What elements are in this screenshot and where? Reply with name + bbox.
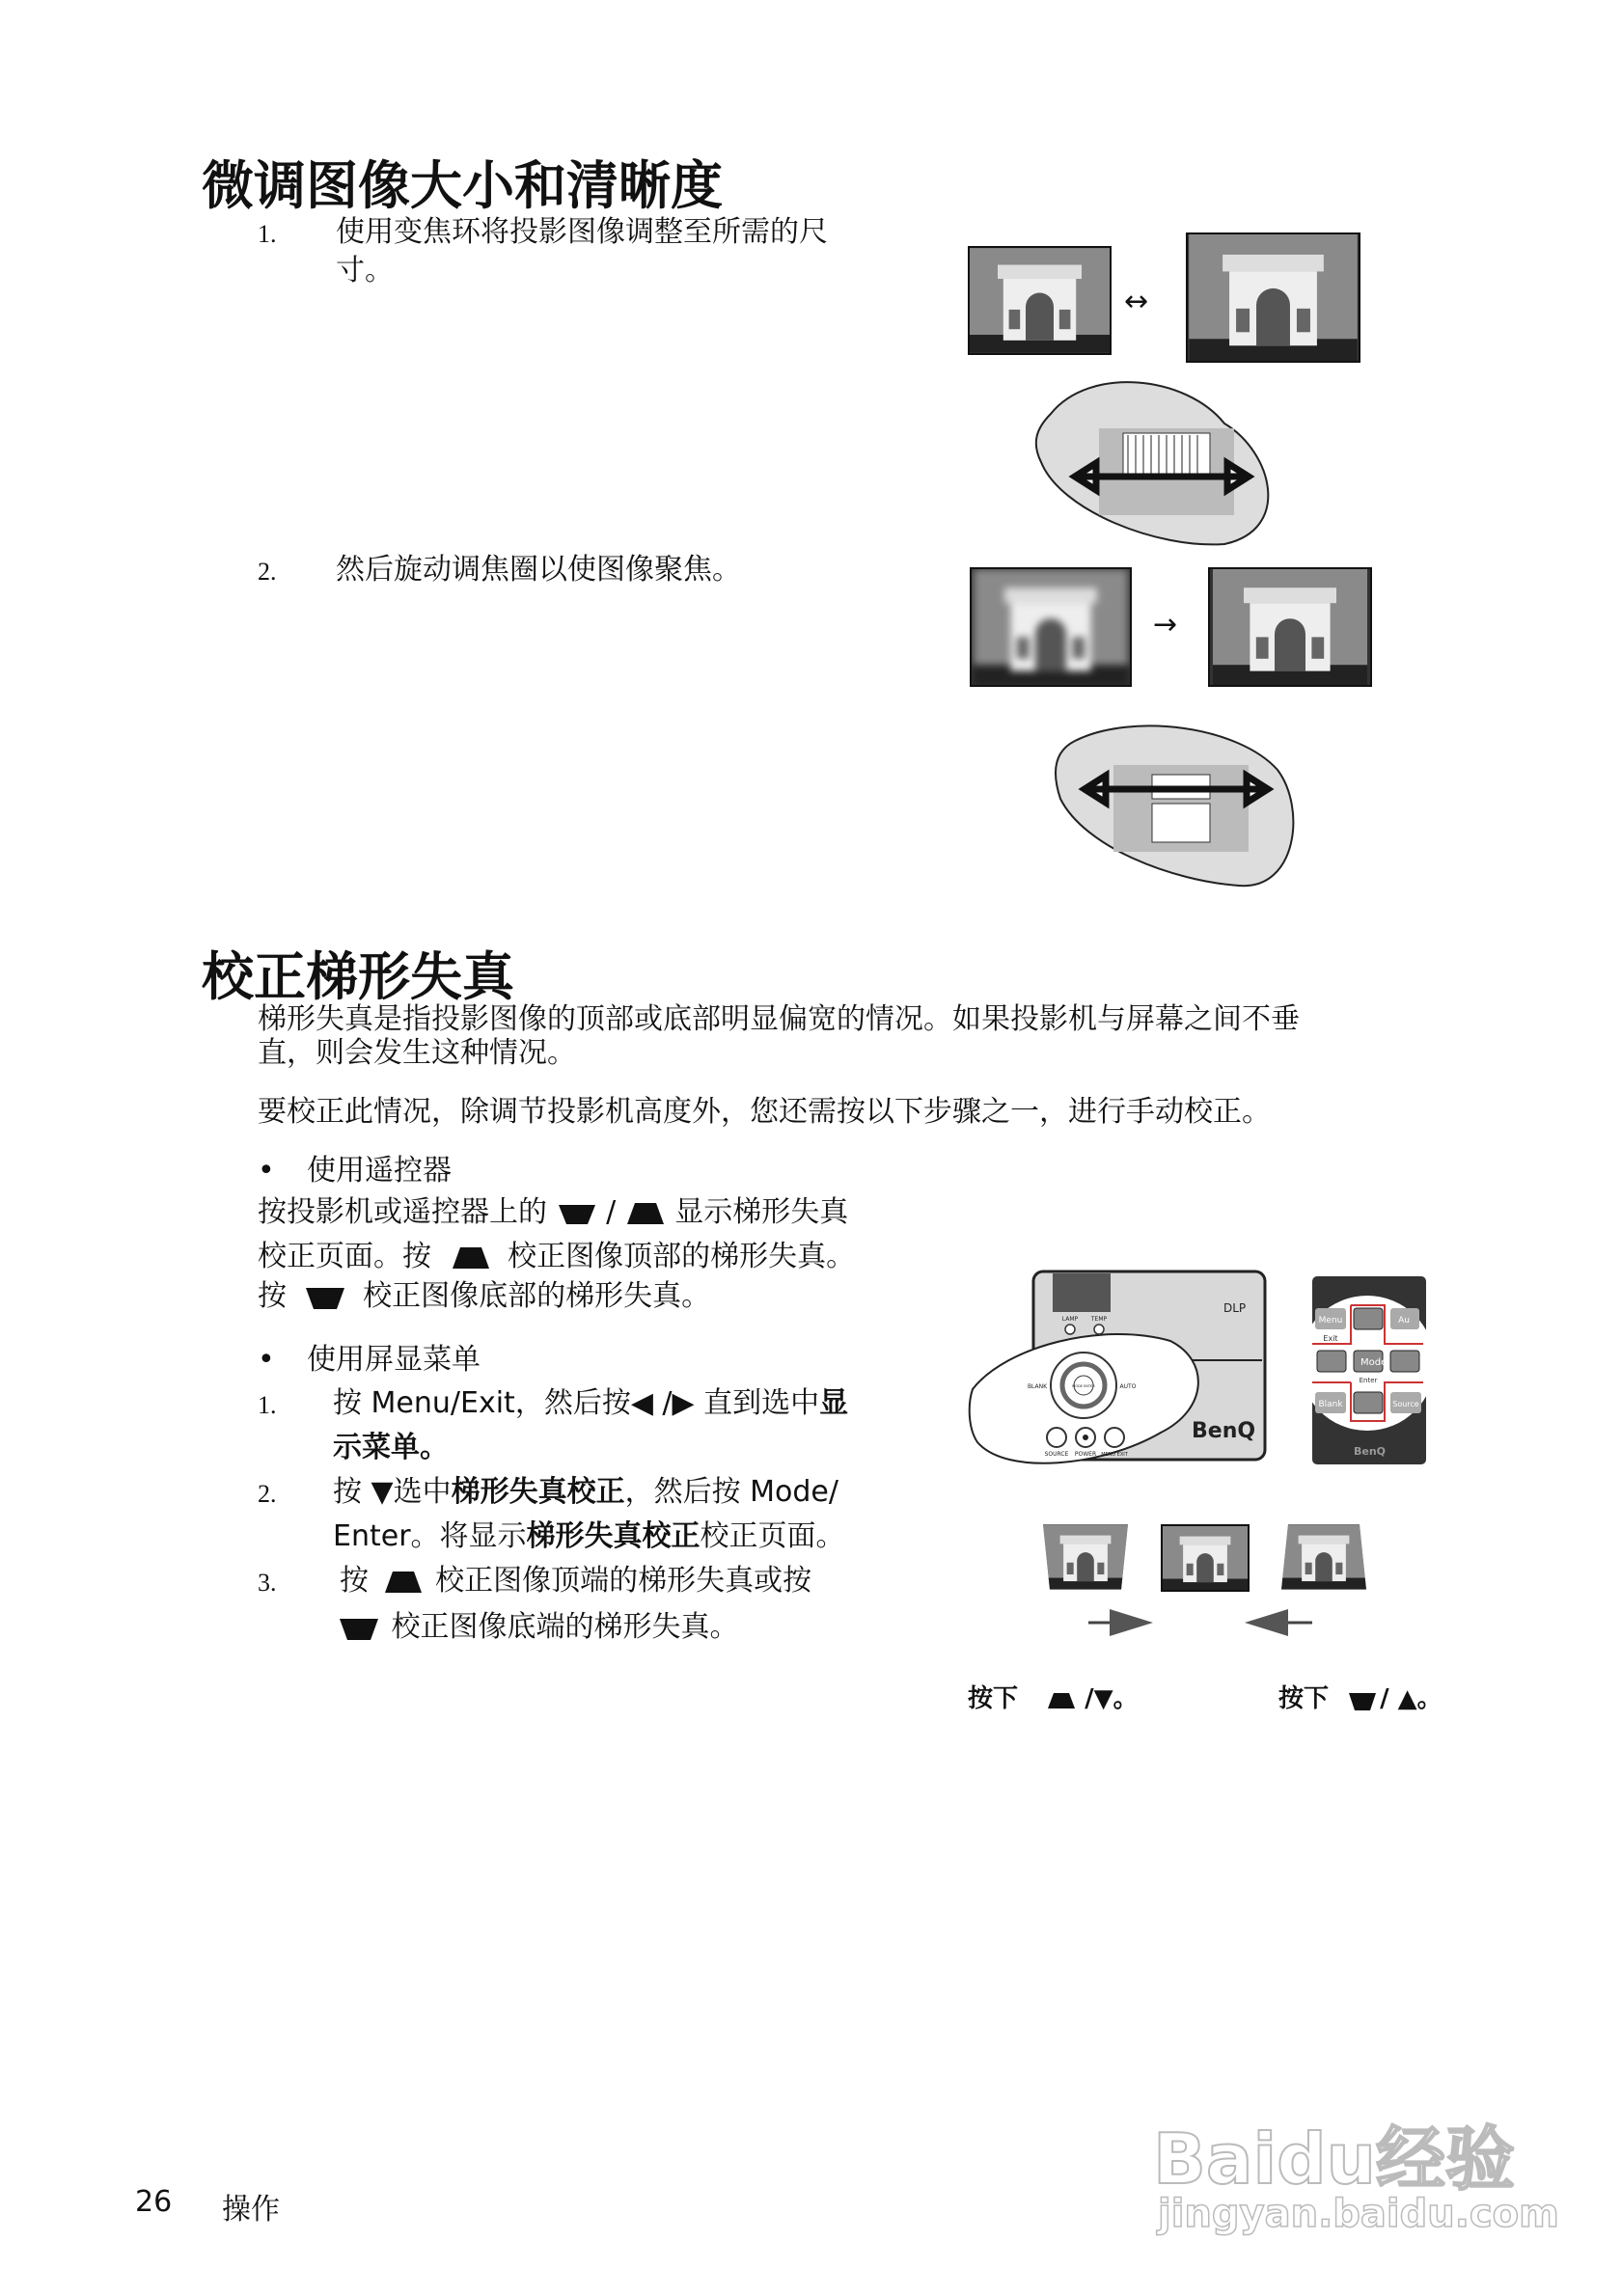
text: 按 Menu/Exit，然后按◀ /▶ 直到选中 [333,1386,820,1420]
bullet-mark: • [258,1154,275,1188]
text: 校正页面。 [700,1519,845,1553]
lamp-indicator-label: LAMP [1061,1316,1079,1323]
large-image-illustration [1186,232,1360,363]
keystone-down-icon [296,1284,354,1311]
step-number: 1. [258,220,277,248]
baidu-watermark: Baidu经验 [1153,2118,1515,2200]
small-image-illustration [968,246,1112,355]
source-button-label: SOURCE [1044,1451,1069,1458]
keystone-bottom-wide-image [1281,1524,1366,1590]
arrow-right-icon [1081,1601,1158,1640]
projector-control-panel-illustration [968,1264,1277,1476]
keystone-down-icon [338,1615,382,1642]
temp-indicator-label: TEMP [1090,1316,1108,1323]
step-text [338,1611,739,1644]
step-text [340,1565,811,1598]
remote-control-illustration [1307,1271,1433,1469]
step-text: 寸。 [336,254,394,287]
focused-image-illustration [1208,567,1372,687]
keystone-up-icon [378,1570,426,1595]
instruction-line [258,1280,710,1313]
text: 校正图像顶部的梯形失真。 [508,1240,856,1273]
step-text [333,1520,845,1553]
text: 校正页面。按 [258,1240,431,1273]
text: 显示梯形失真 [674,1195,849,1229]
text: / ▲。 [1380,1684,1442,1713]
bullet-title: 使用遥控器 [307,1154,452,1188]
press-instruction-right [1278,1679,1442,1714]
double-arrow-icon: ↔ [1124,285,1149,318]
focus-ring-illustration [1046,722,1299,893]
blank-button-label: BLANK [1027,1383,1048,1390]
text: 按 ▼选中 [333,1475,452,1509]
mode-key-label: Mode [1360,1357,1387,1368]
text: 按 [258,1279,287,1313]
text: 校正图像底端的梯形失真。 [391,1610,739,1644]
keystone-down-icon [557,1201,597,1226]
step-text: 使用变焦环将投影图像调整至所需的尺 [336,215,828,249]
keystone-down-icon [1337,1687,1380,1712]
zoom-ring-illustration [1031,375,1284,547]
arrow-left-icon [1240,1601,1317,1640]
text: 校正图像底部的梯形失真。 [363,1279,711,1313]
watermark-url: jingyan.baidu.com [1158,2192,1559,2236]
paragraph: 直，则会发生这种情况。 [258,1036,576,1070]
mode-enter-button-label: MODE ENTER [1072,1384,1095,1388]
menu-exit-button-label: MENU EXIT [1101,1452,1128,1458]
keystone-top-wide-image [1043,1524,1128,1590]
dlp-logo: DLP [1223,1301,1247,1315]
blurry-image-illustration [970,567,1132,687]
auto-key-label: Au [1398,1316,1410,1326]
step-number: 3. [258,1569,277,1597]
auto-button-label: AUTO [1119,1383,1137,1390]
text: 按下 [968,1684,1019,1713]
text: Enter。将显示 [333,1519,527,1553]
bullet-mark: • [258,1343,275,1377]
benq-logo: BenQ [1192,1419,1256,1443]
section-title-keystone: 校正梯形失真 [202,946,514,1007]
source-key-label: Source [1392,1400,1419,1408]
text-bold: 显 [819,1386,849,1420]
text: 校正图像顶端的梯形失真或按 [435,1564,812,1598]
text: /▼。 [1085,1684,1139,1713]
text: / [606,1195,617,1229]
text: 按投影机或遥控器上的 [258,1195,547,1229]
arrow-right-icon: → [1153,608,1178,642]
text: 按 [340,1564,369,1598]
text: 按下 [1278,1684,1330,1713]
step-text [333,1387,848,1420]
menu-key-label: Menu [1318,1316,1343,1326]
instruction-line [258,1196,848,1229]
power-button-label: POWER [1074,1451,1097,1458]
step-number: 2. [258,1480,277,1508]
instruction-line [258,1241,855,1273]
paragraph: 要校正此情况，除调节投影机高度外，您还需按以下步骤之一，进行手动校正。 [258,1095,1271,1129]
step-number: 2. [258,558,277,586]
footer-section: 操作 [222,2193,280,2227]
paragraph: 梯形失真是指投影图像的顶部或底部明显偏宽的情况。如果投影机与屏幕之间不垂 [258,1002,1300,1036]
keystone-up-icon [1027,1689,1085,1710]
keystone-up-icon [441,1245,499,1271]
step-number: 1. [258,1391,277,1419]
benq-logo: BenQ [1354,1445,1387,1458]
text: ，然后按 Mode/ [624,1475,838,1509]
corrected-image [1161,1524,1250,1592]
blank-key-label: Blank [1318,1400,1343,1409]
step-text: 然后旋动调焦圈以使图像聚焦。 [336,553,741,587]
section-title-zoom-focus: 微调图像大小和清晰度 [202,155,723,216]
page-number: 26 [135,2185,173,2219]
step-text [333,1476,838,1509]
bullet-title: 使用屏显菜单 [307,1343,481,1377]
enter-key-label: Enter [1359,1377,1378,1384]
press-instruction-left [968,1679,1139,1714]
exit-key-label: Exit [1323,1334,1338,1343]
text-bold: 梯形失真校正 [526,1519,701,1553]
text-bold: 梯形失真校正 [451,1475,625,1509]
step-text: 示菜单。 [333,1431,449,1464]
keystone-up-icon [625,1201,666,1226]
